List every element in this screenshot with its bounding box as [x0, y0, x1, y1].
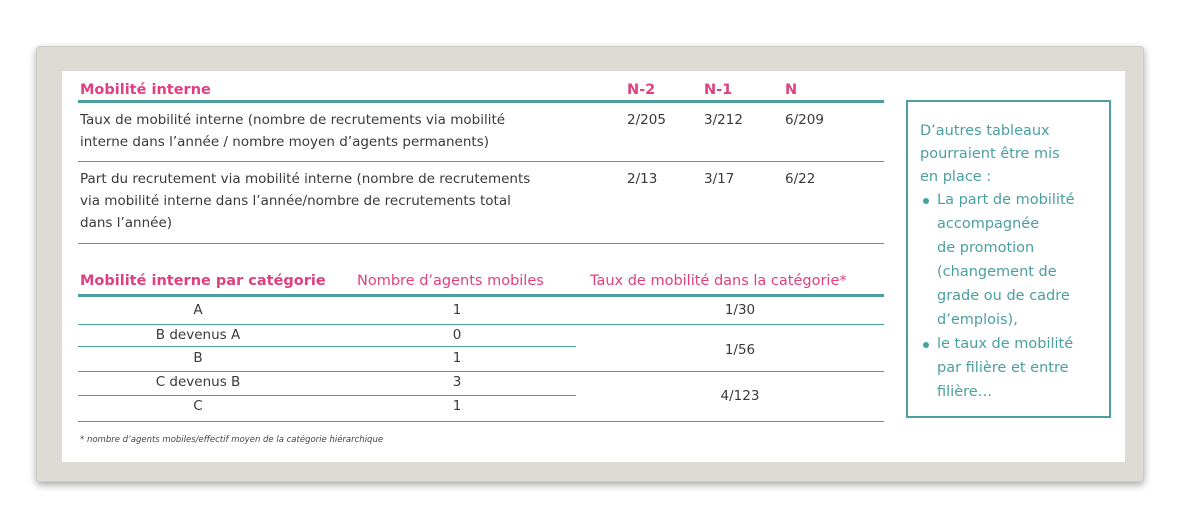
bullet-icon — [923, 342, 929, 348]
table2-header-rule — [78, 294, 884, 297]
count-b-to-a: 0 — [452, 327, 462, 343]
table1-col-n1: N-1 — [704, 82, 733, 98]
category-c: C — [193, 398, 203, 414]
row-divider — [78, 161, 884, 162]
info-sidebox — [906, 100, 1111, 418]
table1-col-n: N — [785, 82, 798, 98]
table2-header-rate: Taux de mobilité dans la catégorie* — [590, 273, 847, 289]
sidebox-bullet1-line: de promotion — [937, 240, 1035, 256]
table1-col-n2: N-2 — [627, 82, 656, 98]
sidebox-bullet1-line: d’emplois), — [937, 312, 1018, 328]
bullet-icon — [923, 198, 929, 204]
rate-c: 4/123 — [720, 388, 760, 404]
rate-b: 1/56 — [724, 342, 756, 358]
sidebox-line: pourraient être mis — [920, 146, 1060, 162]
row2-label-line2: via mobilité interne dans l’année/nombre de recrutements total — [80, 193, 511, 209]
row2-label-line3: dans l’année) — [80, 215, 173, 231]
row2-value-n2: 2/13 — [627, 171, 658, 187]
category-b: B — [193, 350, 203, 366]
category-c-to-b: C devenus B — [155, 374, 241, 390]
sidebox-bullet2-line: le taux de mobilité — [937, 336, 1074, 352]
count-c: 1 — [452, 398, 462, 414]
table1-header-label: Mobilité interne — [80, 82, 211, 98]
row-divider — [78, 395, 576, 396]
sidebox-bullet1-line: (changement de — [937, 264, 1057, 280]
row-divider — [78, 421, 884, 422]
category-a: A — [193, 302, 203, 318]
footnote: * nombre d’agents mobiles/effectif moyen de la catégorie hiérarchique — [80, 435, 384, 445]
row1-value-n1: 3/212 — [704, 112, 743, 128]
row1-value-n: 6/209 — [785, 112, 824, 128]
sidebox-bullet1-line: La part de mobilité — [937, 192, 1075, 208]
sidebox-bullet2-line: par filière et entre — [937, 360, 1069, 376]
row2-value-n: 6/22 — [785, 171, 816, 187]
row1-value-n2: 2/205 — [627, 112, 666, 128]
sidebox-bullet1-line: grade ou de cadre — [937, 288, 1070, 304]
row1-label-line1: Taux de mobilité interne (nombre de recrutements via mobilité — [80, 112, 506, 128]
rate-a: 1/30 — [724, 302, 756, 318]
row2-value-n1: 3/17 — [704, 171, 735, 187]
sidebox-line: D’autres tableaux — [920, 123, 1050, 139]
sidebox-bullet1-line: accompagnée — [937, 216, 1040, 232]
table2-header-category: Mobilité interne par catégorie — [80, 273, 326, 289]
sidebox-bullet2-line: filière… — [937, 384, 993, 400]
row-divider — [78, 243, 884, 244]
category-b-to-a: B devenus A — [155, 327, 241, 343]
row-divider — [78, 324, 884, 325]
row2-label-line1: Part du recrutement via mobilité interne (nombre de recrutements — [80, 171, 531, 187]
count-c-to-b: 3 — [452, 374, 462, 390]
table2-header-count: Nombre d’agents mobiles — [357, 273, 544, 289]
row-divider — [78, 346, 576, 347]
row1-label-line2: interne dans l’année / nombre moyen d’agents permanents) — [80, 134, 490, 150]
table1-header-rule — [78, 100, 884, 103]
count-a: 1 — [452, 302, 462, 318]
sidebox-line: en place : — [920, 169, 992, 185]
row-divider — [78, 371, 884, 372]
count-b: 1 — [452, 350, 462, 366]
